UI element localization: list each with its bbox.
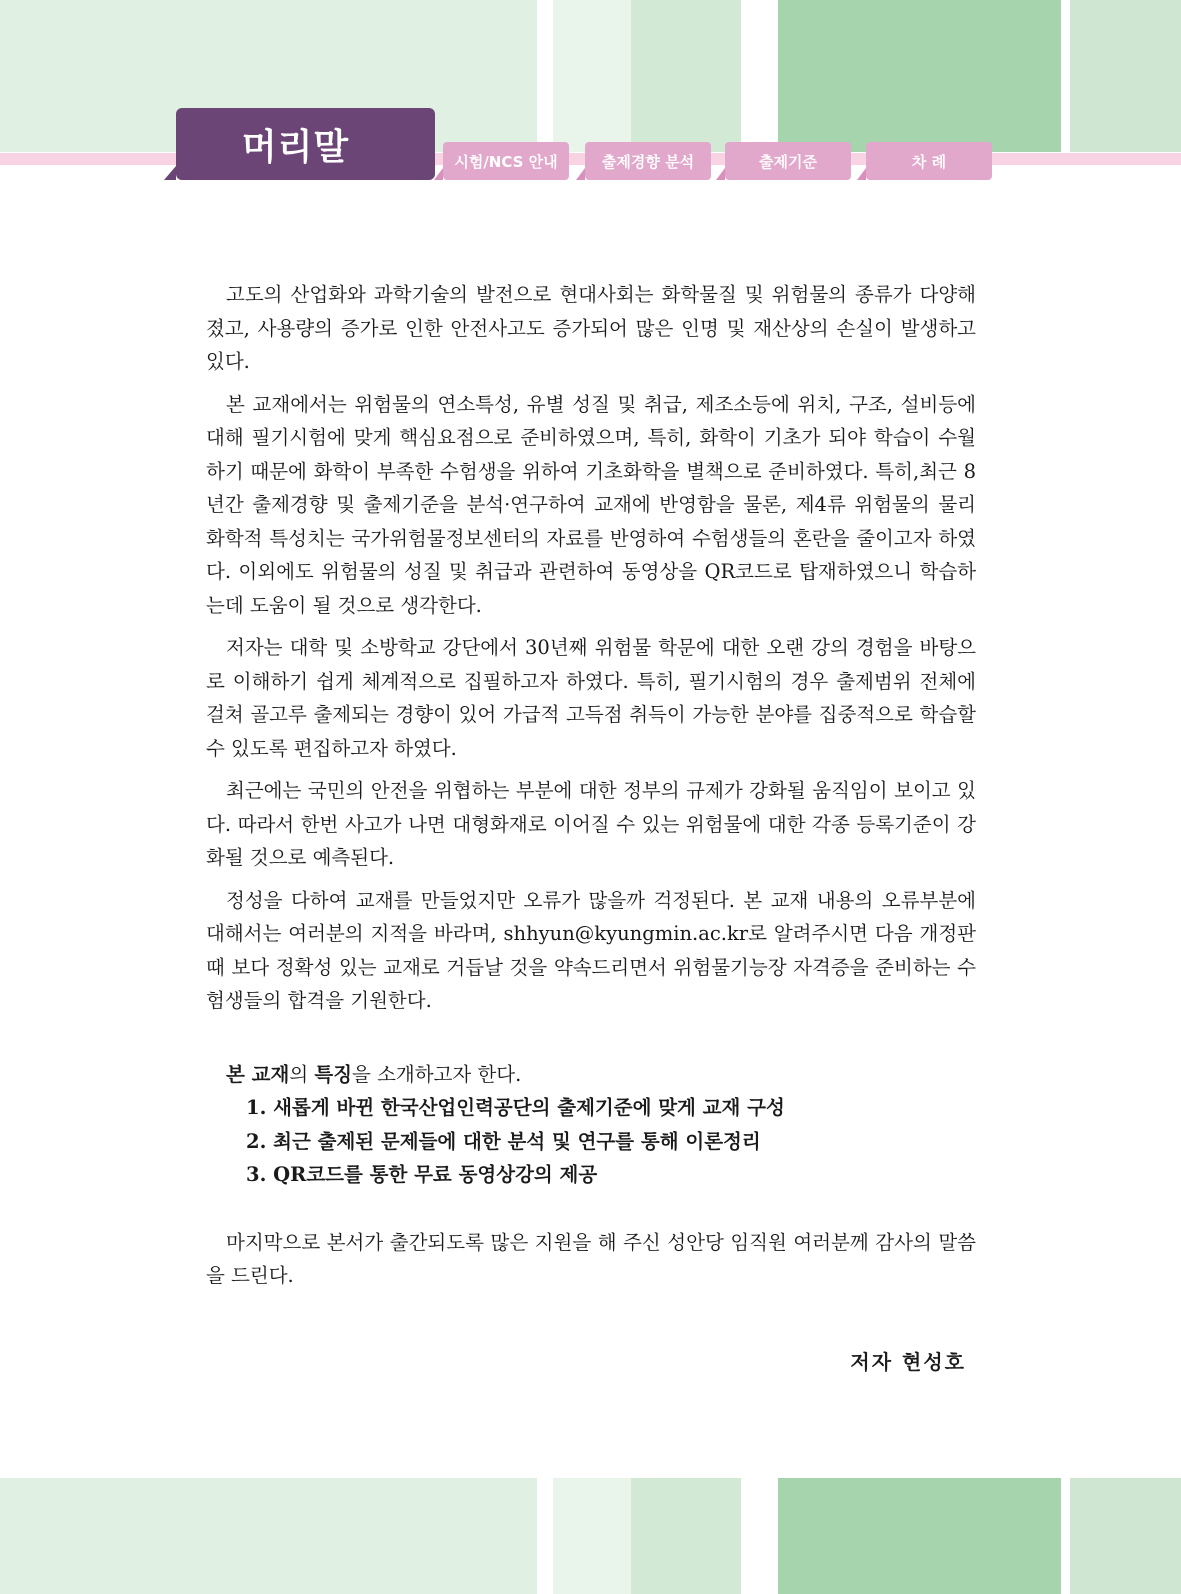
author-signature: 저자 현성호 xyxy=(850,1350,966,1374)
feature-item: 3. QR코드를 통한 무료 동영상강의 제공 xyxy=(246,1163,598,1186)
paragraph: 본 교재에서는 위험물의 연소특성, 유별 성질 및 취급, 제조소등에 위치, 구조, 설비등에 대해 필기시험에 맞게 핵심요점으로 준비하였으며, 특히, 화학이 기초가 되야 학습이 수월하기 때문에 화학이 부족한 수험생을 위하여 기초화학을 별책으로 준비하였다. 특히,최근 8년간 출제경향 및 출제기준을 분석·연구하여 교재에 반영함을 물론, 제4류 위험물의 물리 화학적 특성치는 국가위험물정보센터의 자료를 반영하여 수험생들의 혼란을 줄이고자 하였다. 이외에도 위험물의 성질 및 취급과 관련하여 동영상을 QR코드로 탑재하였으니 학습하는데 도움이 될 것으로 생각한다. xyxy=(206,392,976,617)
page-title: 머리말 xyxy=(241,126,350,168)
lead-text: 의 xyxy=(289,1062,315,1086)
tab-label: 차 례 xyxy=(911,152,947,171)
features-list xyxy=(206,1058,976,1192)
tab-exam-criteria[interactable] xyxy=(725,142,851,180)
feature-item: 2. 최근 출제된 문제들에 대한 분석 및 연구를 통해 이론정리 xyxy=(246,1129,761,1153)
lead-bold: 본 교재 xyxy=(226,1062,290,1086)
tab-exam-ncs-guide[interactable] xyxy=(443,142,569,180)
band-block xyxy=(631,0,741,152)
band-block xyxy=(553,1478,631,1594)
tab-exam-trend-analysis[interactable] xyxy=(585,142,711,180)
tab-label: 출제기준 xyxy=(759,152,817,171)
features-lead xyxy=(206,1058,976,1092)
paragraph: 정성을 다하여 교재를 만들었지만 오류가 많을까 걱정된다. 본 교재 내용의 오류부분에 대해서는 여러분의 지적을 바라며, shhyun@kyungmin.ac.kr로 알려주시면 다음 개정판 때 보다 정확성 있는 교재로 거듭날 것을 약속드리면서 위험물기능장 자격증을 준비하는 수험생들의 합격을 기원한다. xyxy=(206,888,976,1012)
page-title-tab xyxy=(176,108,435,180)
band-block xyxy=(631,1478,741,1594)
band-block xyxy=(0,1478,537,1594)
lead-bold: 특징 xyxy=(314,1062,353,1086)
lead-text: 을 소개하고자 한다. xyxy=(352,1062,522,1086)
closing-paragraph: 마지막으로 본서가 출간되도록 많은 지원을 해 주신 성안당 임직원 여러분께 감사의 말씀을 드린다. xyxy=(206,1230,976,1287)
preface-body xyxy=(206,278,976,1302)
paragraph: 최근에는 국민의 안전을 위협하는 부분에 대한 정부의 규제가 강화될 움직임이 보이고 있다. 따라서 한번 사고가 나면 대형화재로 이어질 수 있는 위험물에 대한 각종 등록기준이 강화될 것으로 예측된다. xyxy=(206,779,976,869)
band-block xyxy=(1070,0,1181,152)
tab-table-of-contents[interactable] xyxy=(866,142,992,180)
bottom-decorative-band xyxy=(0,1478,1181,1594)
feature-item: 1. 새롭게 바뀐 한국산업인력공단의 출제기준에 맞게 교재 구성 xyxy=(246,1096,785,1119)
band-block xyxy=(1070,1478,1181,1594)
tab-label: 출제경향 분석 xyxy=(601,152,695,171)
band-block xyxy=(778,0,1061,152)
paragraph: 고도의 산업화와 과학기술의 발전으로 현대사회는 화학물질 및 위험물의 종류가 다양해졌고, 사용량의 증가로 인한 안전사고도 증가되어 많은 인명 및 재산상의 손실이 발생하고 있다. xyxy=(206,283,976,373)
paragraph: 저자는 대학 및 소방학교 강단에서 30년째 위험물 학문에 대한 오랜 강의 경험을 바탕으로 이해하기 쉽게 체계적으로 집필하고자 하였다. 특히, 필기시험의 경우 출제범위 전체에 걸쳐 골고루 출제되는 경향이 있어 가급적 고득점 취득이 가능한 분야를 집중적으로 학습할 수 있도록 편집하고자 하였다. xyxy=(206,636,976,760)
tab-label: 시험/NCS 안내 xyxy=(454,152,558,171)
band-block xyxy=(553,0,631,152)
band-block xyxy=(778,1478,1061,1594)
